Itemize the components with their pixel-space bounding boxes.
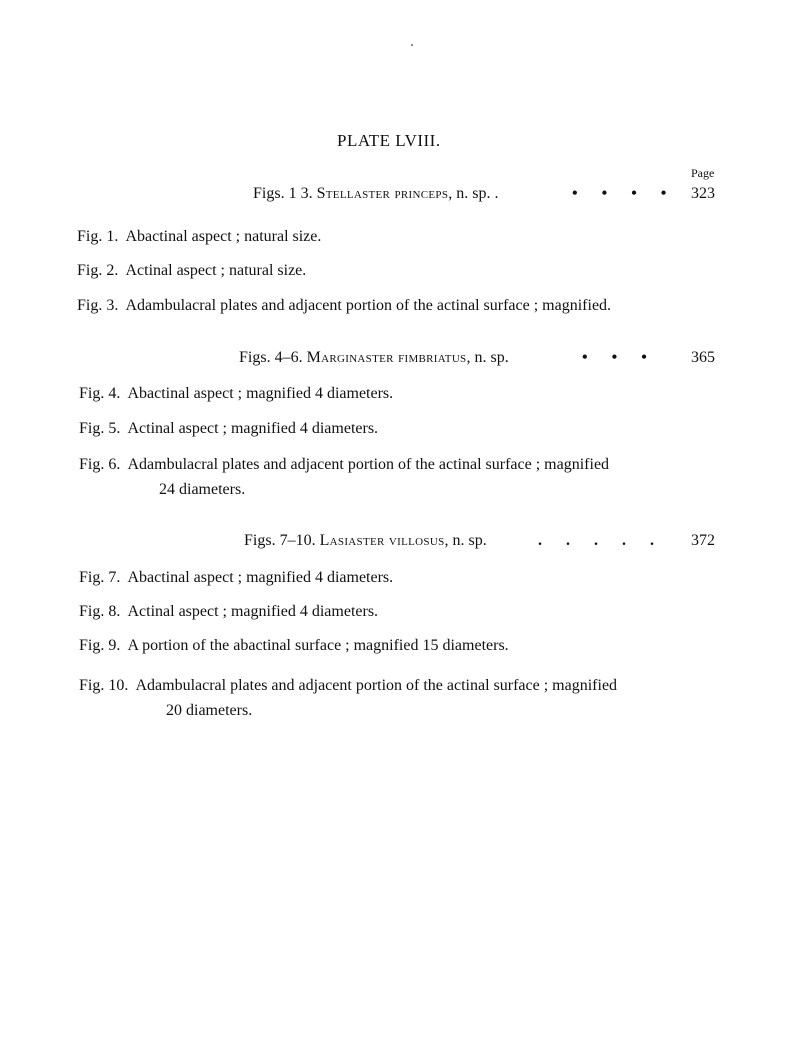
print-speck: [411, 44, 413, 46]
figure-description-continuation: 24 diameters.: [159, 481, 246, 498]
figs-range: Figs. 7–10.: [244, 532, 316, 549]
leader-dots: . . . . .: [538, 532, 664, 549]
figs-range: Figs. 1 3.: [253, 185, 313, 202]
species-name: Lasiaster villosus: [319, 532, 445, 549]
figure-label: Fig. 5.: [79, 420, 121, 437]
section-heading: [244, 532, 487, 550]
figure-description: Abactinal aspect ; natural size.: [125, 228, 322, 245]
section-heading: [239, 349, 509, 367]
figure-description: Adambulacral plates and adjacent portion of the actinal surface ; magnified: [135, 677, 618, 694]
figs-range: Figs. 4–6.: [239, 349, 303, 366]
figure-label: Fig. 4.: [79, 385, 121, 402]
figure-description: Actinal aspect ; magnified 4 diameters.: [127, 603, 379, 620]
figure-entry: [79, 385, 393, 403]
figure-entry: [79, 569, 393, 587]
figure-entry: [77, 228, 321, 246]
figure-entry: [77, 297, 611, 315]
species-suffix: , n. sp.: [466, 349, 509, 366]
figure-entry: [79, 677, 617, 695]
figure-label: Fig. 2.: [77, 262, 119, 279]
figure-description: Adambulacral plates and adjacent portion of the actinal surface ; magnified: [127, 456, 610, 473]
figure-description: Adambulacral plates and adjacent portion of the actinal surface ; magnified.: [125, 297, 612, 314]
page-number: 372: [691, 532, 715, 549]
leader-dots: • • • •: [572, 185, 677, 202]
section-heading: [253, 185, 498, 203]
figure-entry: [79, 420, 378, 438]
leader-dots: • • •: [582, 349, 657, 366]
figure-description: Abactinal aspect ; magnified 4 diameters.: [127, 569, 394, 586]
figure-label: Fig. 10.: [79, 677, 129, 694]
species-name: Marginaster fimbriatus: [306, 349, 467, 366]
figure-label: Fig. 6.: [79, 456, 121, 473]
species-suffix: , n. sp.: [444, 532, 487, 549]
figure-label: Fig. 9.: [79, 637, 121, 654]
plate-title: PLATE LVIII.: [337, 131, 441, 150]
figure-entry: [79, 456, 609, 474]
figure-label: Fig. 8.: [79, 603, 121, 620]
figure-description: Abactinal aspect ; magnified 4 diameters.: [127, 385, 394, 402]
figure-description: A portion of the abactinal surface ; magnified 15 diameters.: [127, 637, 509, 654]
species-name: Stellaster princeps: [316, 185, 449, 202]
page-number: 323: [691, 185, 715, 202]
figure-description: Actinal aspect ; magnified 4 diameters.: [127, 420, 379, 437]
figure-entry: [79, 603, 378, 621]
figure-entry: [79, 637, 509, 655]
figure-label: Fig. 1.: [77, 228, 119, 245]
figure-label: Fig. 7.: [79, 569, 121, 586]
figure-label: Fig. 3.: [77, 297, 119, 314]
page-number: 365: [691, 349, 715, 366]
figure-description: Actinal aspect ; natural size.: [125, 262, 307, 279]
figure-description-continuation: 20 diameters.: [166, 702, 253, 719]
figure-entry: [77, 262, 306, 280]
page-column-label: Page: [691, 166, 715, 180]
species-suffix: , n. sp. .: [448, 185, 499, 202]
